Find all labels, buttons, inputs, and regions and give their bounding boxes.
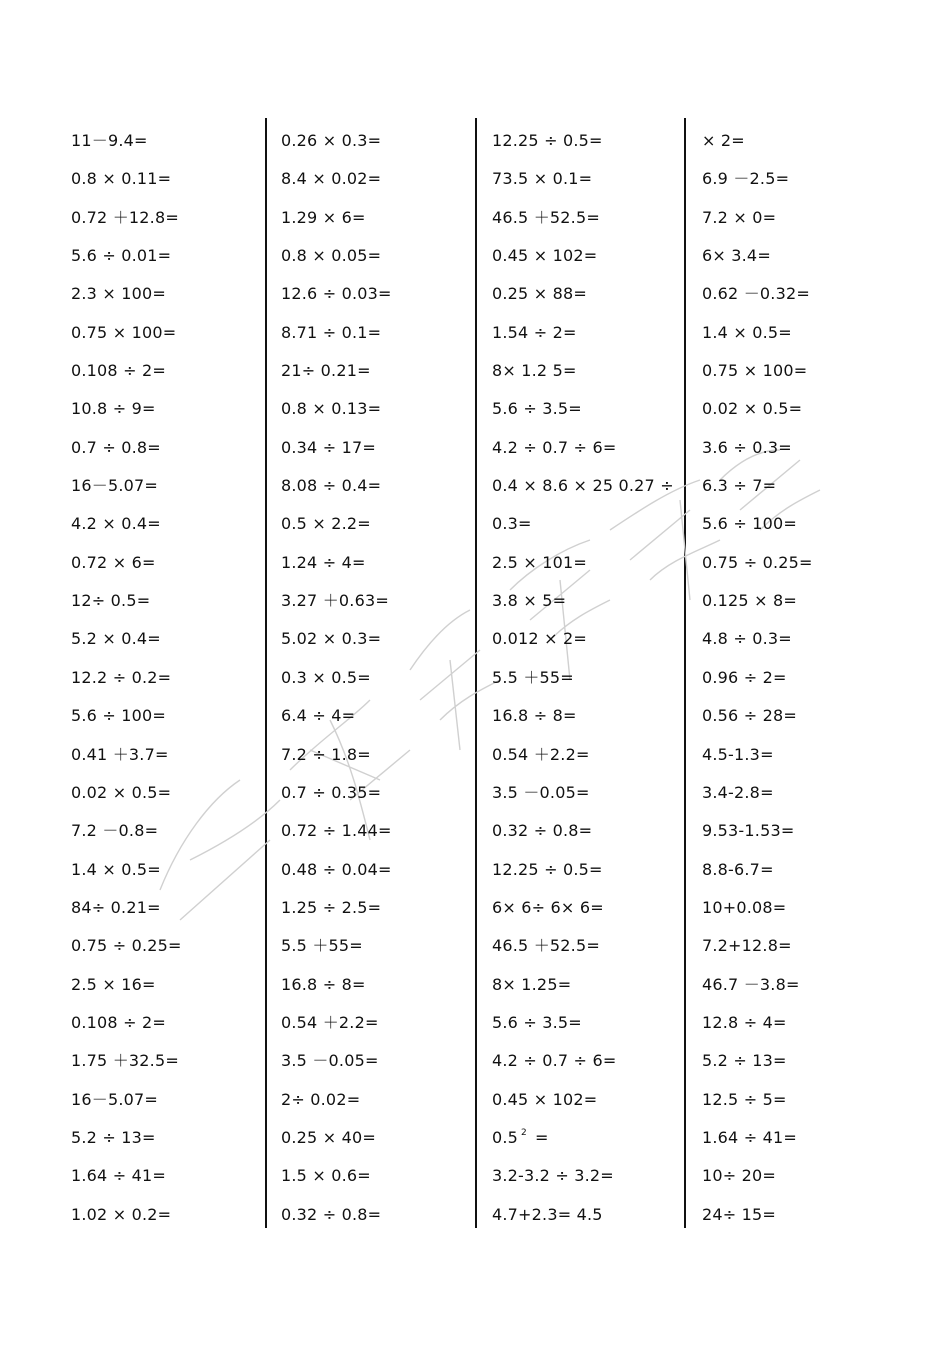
problem-item: 3.2-3.2 ÷ 3.2= bbox=[492, 1166, 614, 1186]
problem-item: 0.45 × 102= bbox=[492, 246, 598, 266]
problem-item: 12.25 ÷ 0.5= bbox=[492, 131, 603, 150]
problem-item: 46.5 ＋52.5= bbox=[492, 207, 600, 227]
problem-item: 12.2 ÷ 0.2= bbox=[71, 667, 172, 687]
problem-item: 4.2 ÷ 0.7 ÷ 6= bbox=[492, 1051, 617, 1071]
problem-item: 0.7 ÷ 0.35= bbox=[281, 782, 382, 802]
problem-item: 5.6 ÷ 3.5= bbox=[492, 1012, 582, 1032]
problem-item: 8× 1.25= bbox=[492, 974, 572, 994]
problem-item: 0.8 × 0.13= bbox=[281, 399, 382, 419]
problem-item: × 2= bbox=[702, 131, 745, 150]
problem-item: 10+0.08= bbox=[702, 897, 787, 917]
problem-item: 12.25 ÷ 0.5= bbox=[492, 859, 603, 879]
problem-item: 0.02 × 0.5= bbox=[702, 399, 803, 419]
problem-item: 2.5 × 101= bbox=[492, 552, 587, 572]
problem-item: 0.54 ＋2.2= bbox=[281, 1012, 379, 1032]
problem-item: 0.8 × 0.11= bbox=[71, 169, 172, 189]
problem-item: 0.32 ÷ 0.8= bbox=[492, 821, 593, 841]
problem-item: 0.72 ÷ 1.44= bbox=[281, 821, 392, 841]
problem-item: 1.4 × 0.5= bbox=[702, 322, 792, 342]
problem-item: 3.5 －0.05= bbox=[492, 782, 590, 802]
problem-item: 5.5 ＋55= bbox=[492, 667, 574, 687]
problem-item: 0.7 ÷ 0.8= bbox=[71, 437, 161, 457]
column-2 bbox=[281, 122, 486, 1234]
problem-item: 0.8 × 0.05= bbox=[281, 246, 382, 266]
problem-item: 6.4 ÷ 4= bbox=[281, 706, 356, 726]
problem-item: 0.32 ÷ 0.8= bbox=[281, 1204, 382, 1224]
problem-item: 0.4 × 8.6 × 25 0.27 ÷ bbox=[492, 476, 674, 496]
problem-item: 1.02 × 0.2= bbox=[71, 1204, 172, 1224]
problem-item: 8.4 × 0.02= bbox=[281, 169, 382, 189]
problem-item: 12.8 ÷ 4= bbox=[702, 1012, 787, 1032]
problem-item: 0.75 × 100= bbox=[71, 322, 177, 342]
problem-item: 2÷ 0.02= bbox=[281, 1089, 361, 1109]
problem-item: 6.9 －2.5= bbox=[702, 169, 790, 189]
problem-item: 1.64 ÷ 41= bbox=[702, 1127, 797, 1147]
problem-item: 0.75 × 100= bbox=[702, 361, 808, 381]
problem-item: 21÷ 0.21= bbox=[281, 361, 371, 381]
problem-item: 3.8 × 5= bbox=[492, 591, 567, 611]
problem-item: 2.5 × 16= bbox=[71, 974, 156, 994]
problem-item: 3.4-2.8= bbox=[702, 782, 774, 802]
power-base: 0.5 bbox=[492, 1127, 519, 1147]
problem-item: 3.5 －0.05= bbox=[281, 1051, 379, 1071]
problem-item: 5.2 ÷ 13= bbox=[702, 1051, 787, 1071]
problem-item: 0.3 × 0.5= bbox=[281, 667, 371, 687]
problem-item: 1.5 × 0.6= bbox=[281, 1166, 371, 1186]
problem-item: 8.8-6.7= bbox=[702, 859, 774, 879]
problem-item: 8.08 ÷ 0.4= bbox=[281, 476, 382, 496]
problem-item: 1.29 × 6= bbox=[281, 207, 366, 227]
problem-item: 8.71 ÷ 0.1= bbox=[281, 322, 382, 342]
problem-item: 5.5 ＋55= bbox=[281, 936, 363, 956]
problem-item: 0.54 ＋2.2= bbox=[492, 744, 590, 764]
problem-item: 5.6 ÷ 3.5= bbox=[492, 399, 582, 419]
problem-item: 0.96 ÷ 2= bbox=[702, 667, 787, 687]
problem-item: 12.6 ÷ 0.03= bbox=[281, 284, 392, 304]
problem-item: 4.2 × 0.4= bbox=[71, 514, 161, 534]
problem-item: 1.75 ＋32.5= bbox=[71, 1051, 179, 1071]
problem-item: 7.2 ÷ 1.8= bbox=[281, 744, 371, 764]
problem-item: 10.8 ÷ 9= bbox=[71, 399, 156, 419]
problem-item: 7.2+12.8= bbox=[702, 936, 792, 956]
problem-item: 16.8 ÷ 8= bbox=[281, 974, 366, 994]
problem-item: 0.25 × 40= bbox=[281, 1127, 376, 1147]
problem-item: 0.125 × 8= bbox=[702, 591, 797, 611]
problem-item: 6× 3.4= bbox=[702, 246, 771, 266]
problem-item: 0.75 ÷ 0.25= bbox=[702, 552, 813, 572]
problem-item: 0.62 －0.32= bbox=[702, 284, 810, 304]
problem-item: 0.72 × 6= bbox=[71, 552, 156, 572]
problem-item: 73.5 × 0.1= bbox=[492, 169, 593, 189]
problem-item: 7.2 × 0= bbox=[702, 207, 777, 227]
problem-item: 9.53-1.53= bbox=[702, 821, 795, 841]
column-3 bbox=[492, 122, 697, 1234]
problem-item: 16.8 ÷ 8= bbox=[492, 706, 577, 726]
power-exponent: 2 bbox=[521, 1127, 527, 1138]
problem-item: 0.75 ÷ 0.25= bbox=[71, 936, 182, 956]
problem-item: 1.24 ÷ 4= bbox=[281, 552, 366, 572]
problem-item: 8× 1.2 5= bbox=[492, 361, 577, 381]
problem-item: 1.64 ÷ 41= bbox=[71, 1166, 166, 1186]
problem-item: 0.108 ÷ 2= bbox=[71, 1012, 166, 1032]
problem-item: 0.45 × 102= bbox=[492, 1089, 598, 1109]
problem-item: 1.25 ÷ 2.5= bbox=[281, 897, 382, 917]
problem-item: 4.8 ÷ 0.3= bbox=[702, 629, 792, 649]
problem-item: 5.6 ÷ 0.01= bbox=[71, 246, 172, 266]
column-1 bbox=[71, 122, 276, 1234]
problem-item: 24÷ 15= bbox=[702, 1204, 777, 1224]
problem-item: 0.41 ＋3.7= bbox=[71, 744, 169, 764]
problem-item: 6.3 ÷ 7= bbox=[702, 476, 777, 496]
problem-item: 16－5.07= bbox=[71, 1089, 158, 1109]
problem-item: 2.3 × 100= bbox=[71, 284, 166, 304]
column-4 bbox=[702, 122, 907, 1234]
problem-item: 3.27 ＋0.63= bbox=[281, 591, 389, 611]
problem-item: 0.02 × 0.5= bbox=[71, 782, 172, 802]
problem-item: 10÷ 20= bbox=[702, 1166, 777, 1186]
problem-item: 0.72 ＋12.8= bbox=[71, 207, 179, 227]
problem-item: 0.26 × 0.3= bbox=[281, 131, 382, 150]
problem-item: 16－5.07= bbox=[71, 476, 158, 496]
problem-item: 4.5-1.3= bbox=[702, 744, 774, 764]
problem-item: 3.6 ÷ 0.3= bbox=[702, 437, 792, 457]
problem-item: 7.2 －0.8= bbox=[71, 821, 159, 841]
problem-item bbox=[492, 1119, 697, 1157]
power-tail: = bbox=[534, 1127, 549, 1147]
problem-item: 1.54 ÷ 2= bbox=[492, 322, 577, 342]
problem-item: 0.56 ÷ 28= bbox=[702, 706, 797, 726]
problem-item: 12.5 ÷ 5= bbox=[702, 1089, 787, 1109]
problem-item: 5.6 ÷ 100= bbox=[702, 514, 797, 534]
problem-item: 5.2 × 0.4= bbox=[71, 629, 161, 649]
problem-item: 4.7+2.3= 4.5 bbox=[492, 1204, 603, 1224]
problem-item: 0.3= bbox=[492, 514, 532, 534]
problem-item: 46.7 －3.8= bbox=[702, 974, 800, 994]
problem-item: 12÷ 0.5= bbox=[71, 591, 151, 611]
problem-item: 6× 6÷ 6× 6= bbox=[492, 897, 604, 917]
problem-item: 5.6 ÷ 100= bbox=[71, 706, 166, 726]
problem-item: 0.012 × 2= bbox=[492, 629, 587, 649]
problem-item: 0.34 ÷ 17= bbox=[281, 437, 376, 457]
problem-item: 84÷ 0.21= bbox=[71, 897, 161, 917]
problem-item: 1.4 × 0.5= bbox=[71, 859, 161, 879]
problem-item: 46.5 ＋52.5= bbox=[492, 936, 600, 956]
problem-item: 5.02 × 0.3= bbox=[281, 629, 382, 649]
problem-item: 0.108 ÷ 2= bbox=[71, 361, 166, 381]
problem-item: 0.48 ÷ 0.04= bbox=[281, 859, 392, 879]
problem-item: 5.2 ÷ 13= bbox=[71, 1127, 156, 1147]
problem-item: 4.2 ÷ 0.7 ÷ 6= bbox=[492, 437, 617, 457]
problem-item: 0.5 × 2.2= bbox=[281, 514, 371, 534]
problem-item: 0.25 × 88= bbox=[492, 284, 587, 304]
problem-item: 11－9.4= bbox=[71, 131, 148, 150]
